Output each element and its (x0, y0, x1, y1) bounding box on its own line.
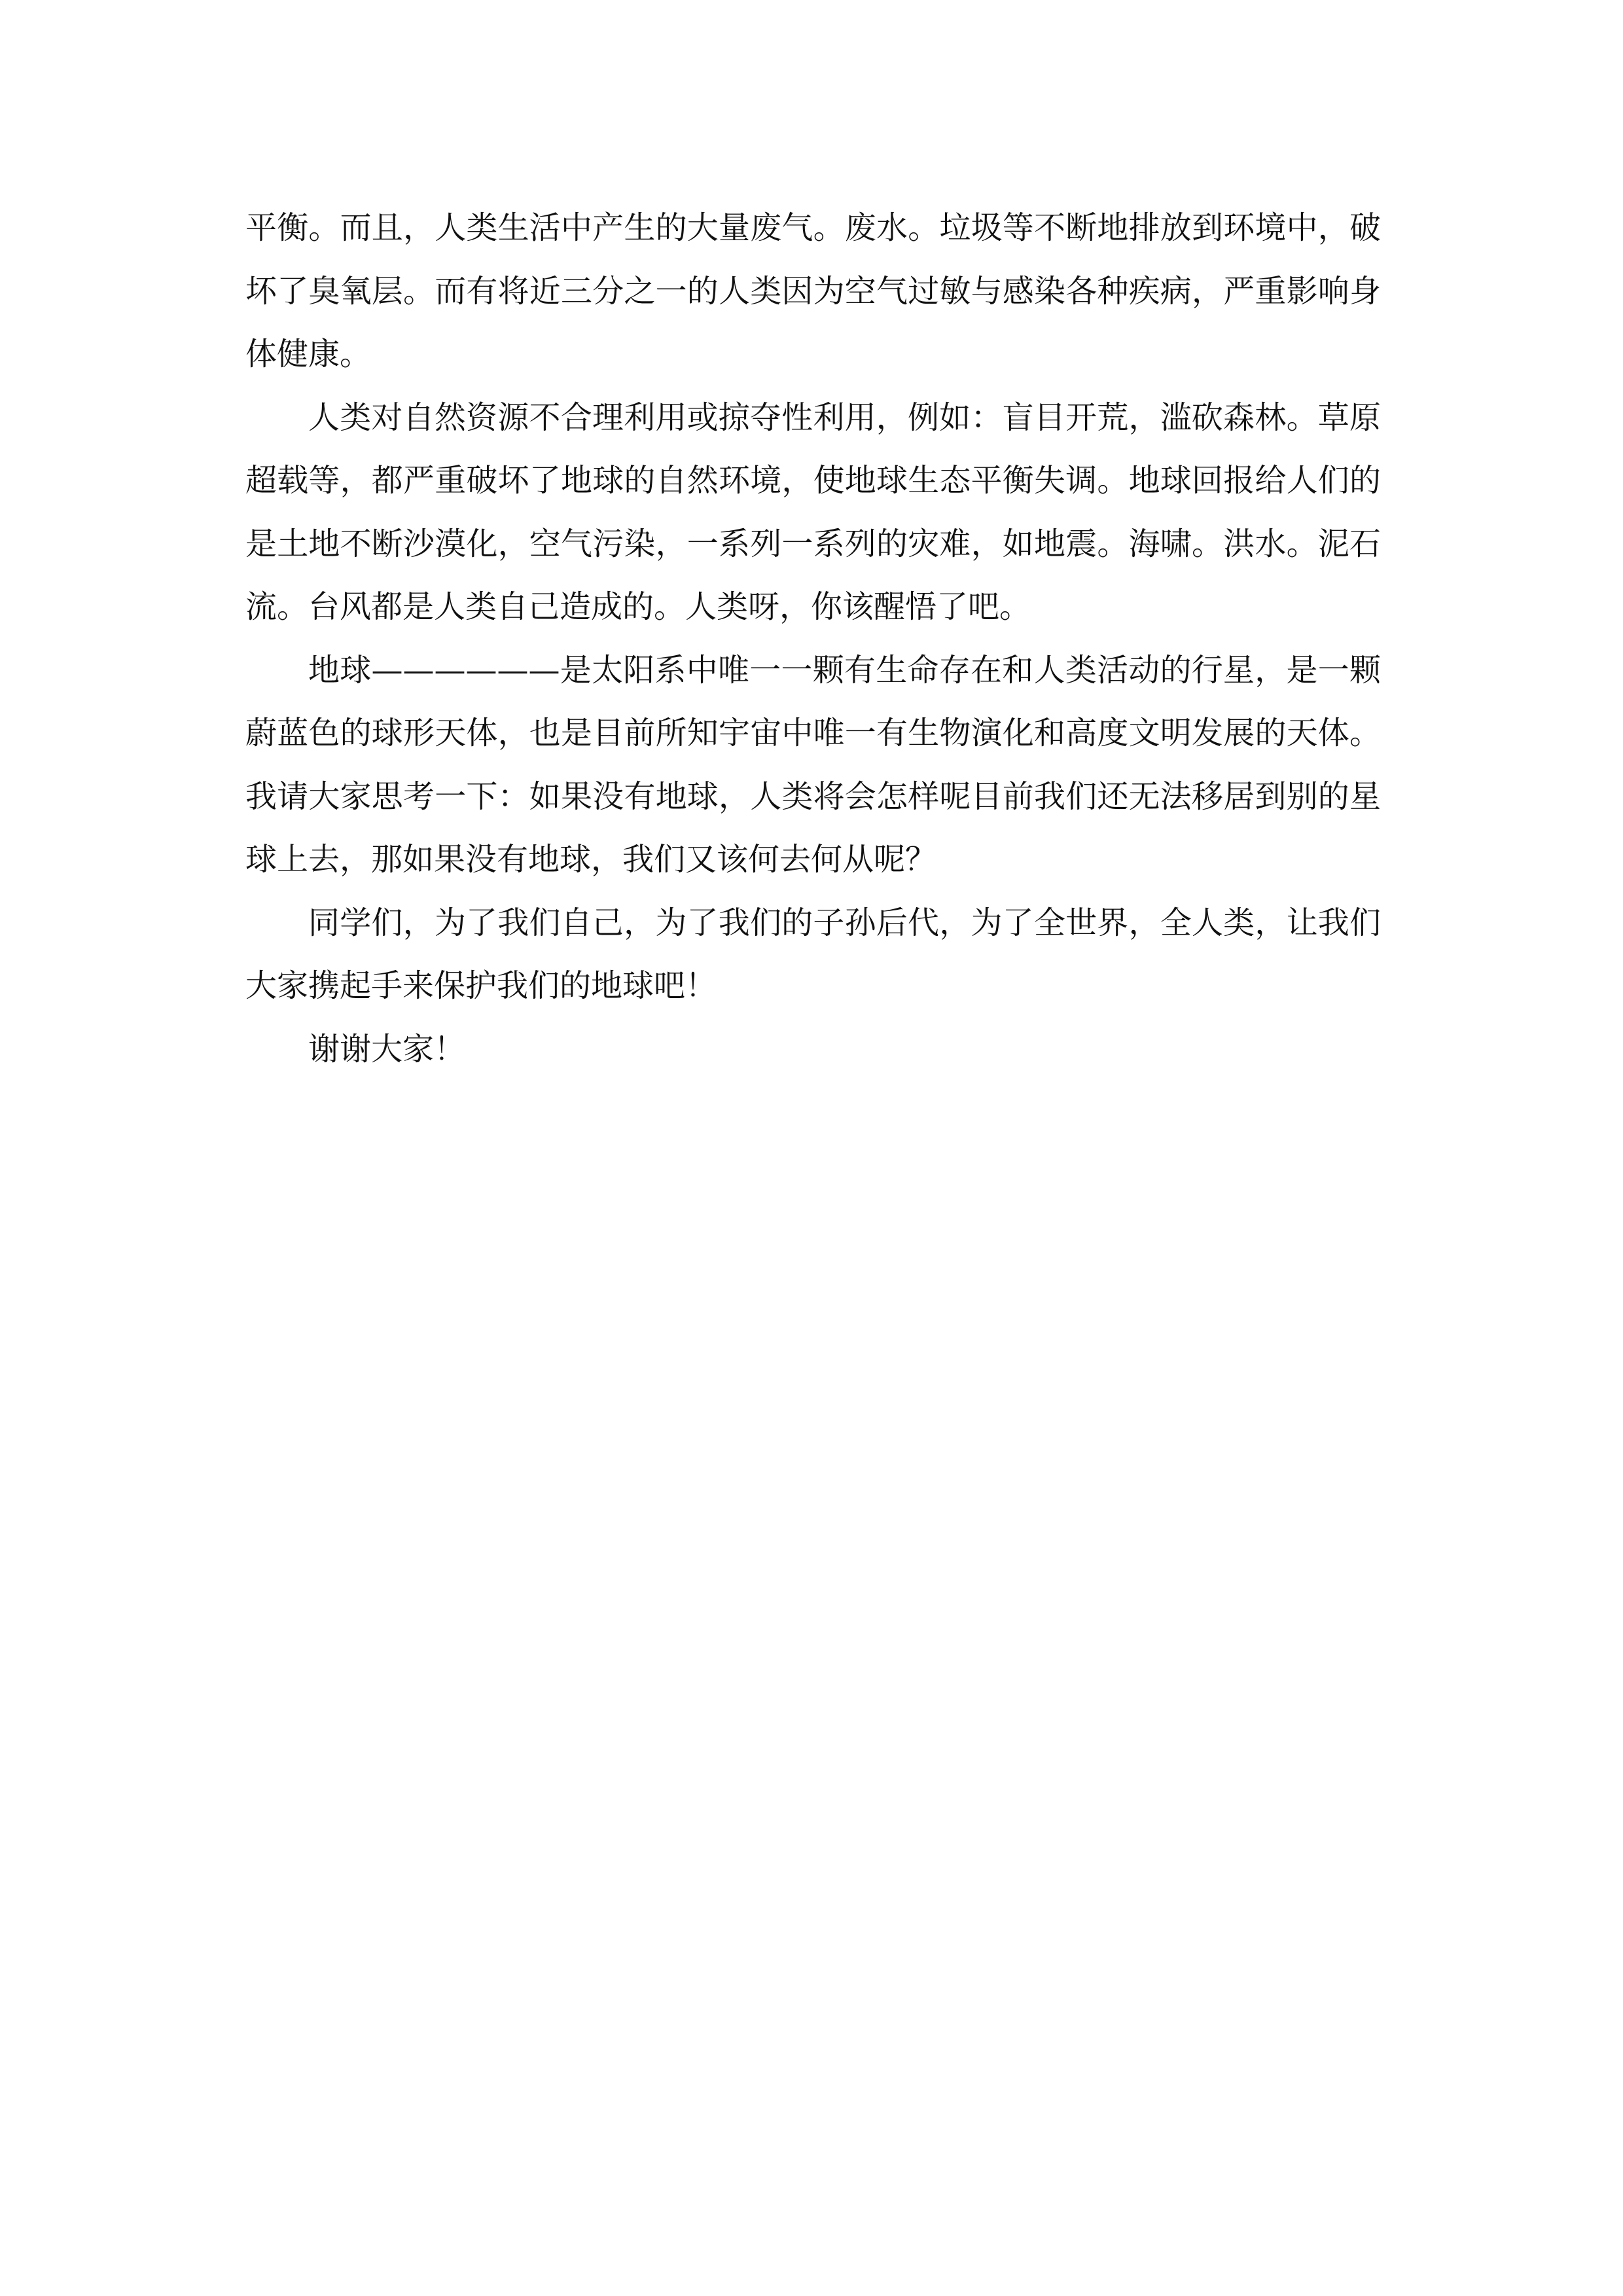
paragraph-5: 谢谢大家！ (308, 1030, 466, 1067)
paragraph-3: 地球——————是太阳系中唯一一颗有生命存在和人类活动的行星，是一颗蔚蓝色的球形天体，也是目前所知宇宙中唯一有生物演化和高度文明发展的天体。我请大家思考一下：如果没有地球，人类将会怎样呢目前我们还无法移居到别的星球上去，那如果没有地球，我们又该何去何从呢？ (245, 651, 1381, 878)
paragraph-4: 同学们，为了我们自己，为了我们的子孙后代，为了全世界，全人类，让我们大家携起手来保护我们的地球吧！ (245, 904, 1381, 1004)
paragraph-2: 人类对自然资源不合理利用或掠夺性利用，例如：盲目开荒，滥砍森林。草原超载等，都严重破坏了地球的自然环境，使地球生态平衡失调。地球回报给人们的是土地不断沙漠化，空气污染，一系列一系列的灾难，如地震。海啸。洪水。泥石流。台风都是人类自己造成的。人类呀，你该醒悟了吧。 (245, 399, 1381, 625)
paragraph-1: 平衡。而且，人类生活中产生的大量废气。废水。垃圾等不断地排放到环境中，破坏了臭氧层。而有将近三分之一的人类因为空气过敏与感染各种疾病，严重影响身体健康。 (245, 209, 1381, 372)
document-body (245, 196, 1381, 1081)
